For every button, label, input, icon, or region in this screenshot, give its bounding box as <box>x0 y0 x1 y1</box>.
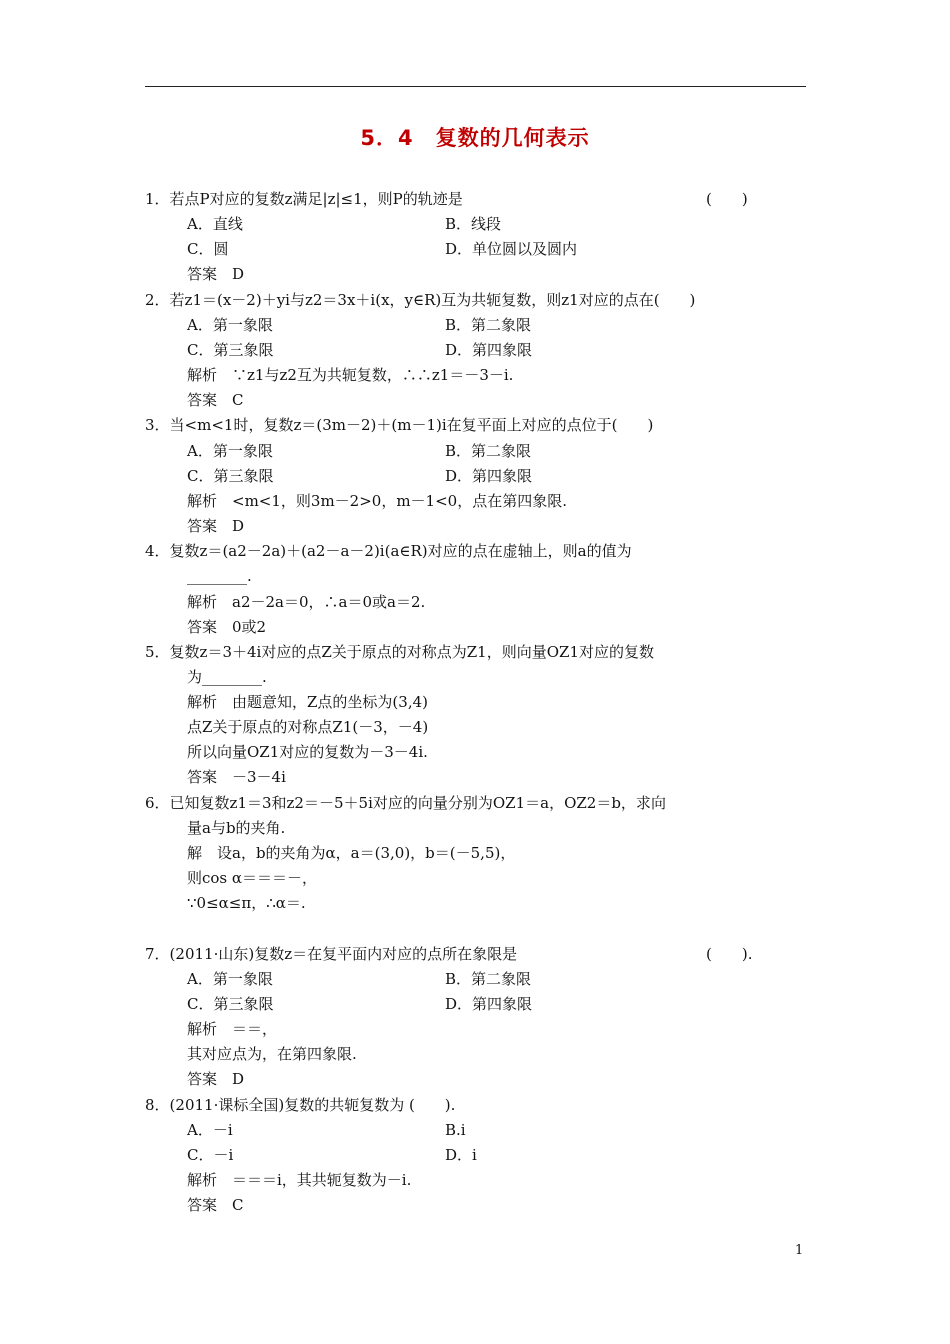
q3-option-b: B．第二象限 <box>445 442 532 460</box>
q6-stem-continued: 量a与b的夹角. <box>187 819 286 837</box>
q8-option-a: A．－i <box>187 1121 233 1139</box>
q6-stem: 6．已知复数z1＝3和z2＝－5＋5i对应的向量分别为OZ1＝a，OZ2＝b，求向 <box>145 794 666 812</box>
q7-option-a: A．第一象限 <box>187 970 273 988</box>
q7-answer: 答案 D <box>187 1070 245 1088</box>
q1-option-a: A．直线 <box>187 215 243 233</box>
q7-analysis-continued: 其对应点为，在第四象限. <box>187 1045 357 1063</box>
q7-option-b: B．第二象限 <box>445 970 532 988</box>
q5-stem: 5．复数z＝3＋4i对应的点Z关于原点的对称点为Z1，则向量OZ1对应的复数 <box>145 643 654 661</box>
q3-stem: 3．当<m<1时，复数z＝(3m－2)＋(m－1)i在复平面上对应的点位于( ) <box>145 416 654 434</box>
q8-option-c: C．－i <box>187 1146 234 1164</box>
q3-answer: 答案 D <box>187 517 245 535</box>
q6-solution-line-2: 则cos α＝＝＝－， <box>187 869 318 887</box>
q4-analysis: 解析 a2－2a＝0，∴a＝0或a＝2. <box>187 593 426 611</box>
q5-stem-continued: 为________. <box>187 668 267 686</box>
q3-analysis: 解析 <m<1，则3m－2>0，m－1<0，点在第四象限. <box>187 492 567 510</box>
q8-option-d: D．i <box>445 1146 477 1164</box>
q1-option-b: B．线段 <box>445 215 502 233</box>
q4-blank: ________. <box>187 567 252 585</box>
q8-answer: 答案 C <box>187 1196 244 1214</box>
q6-solution-line-1: 解 设a，b的夹角为α，a＝(3,0)，b＝(－5,5)， <box>187 844 516 862</box>
q8-stem: 8．(2011·课标全国)复数的共轭复数为 ( ). <box>145 1096 456 1114</box>
q8-option-b: B.i <box>445 1121 466 1139</box>
header-rule <box>145 86 806 87</box>
page-number: 1 <box>795 1243 804 1258</box>
q1-stem: 1．若点P对应的复数z满足|z|≤1，则P的轨迹是 <box>145 190 463 208</box>
q7-paren: ( ). <box>706 945 753 963</box>
q7-option-d: D．第四象限 <box>445 995 533 1013</box>
q5-analysis-line-1: 解析 由题意知，Z点的坐标为(3,4) <box>187 693 428 711</box>
q1-option-d: D．单位圆以及圆内 <box>445 240 578 258</box>
q5-answer: 答案 －3－4i <box>187 768 286 786</box>
q2-analysis: 解析 ∵z1与z2互为共轭复数，∴∴z1＝－3－i. <box>187 366 514 384</box>
q1-paren: ( ) <box>706 190 748 208</box>
q7-analysis: 解析 ＝＝， <box>187 1020 278 1038</box>
q5-analysis-line-2: 点Z关于原点的对称点Z1(－3，－4) <box>187 718 429 736</box>
q2-answer: 答案 C <box>187 391 244 409</box>
q5-analysis-line-3: 所以向量OZ1对应的复数为－3－4i. <box>187 743 428 761</box>
q2-option-a: A．第一象限 <box>187 316 273 334</box>
q7-stem: 7．(2011·山东)复数z＝在复平面内对应的点所在象限是 <box>145 945 518 963</box>
q2-option-d: D．第四象限 <box>445 341 533 359</box>
q4-stem: 4．复数z＝(a2－2a)＋(a2－a－2)i(a∈R)对应的点在虚轴上，则a的值为 <box>145 542 632 560</box>
q3-option-a: A．第一象限 <box>187 442 273 460</box>
q1-answer: 答案 D <box>187 265 245 283</box>
q4-answer: 答案 0或2 <box>187 618 267 636</box>
q6-solution-line-3: ∵0≤α≤π，∴α＝. <box>187 894 306 912</box>
q3-option-d: D．第四象限 <box>445 467 533 485</box>
q8-analysis: 解析 ＝＝＝i，其共轭复数为－i. <box>187 1171 412 1189</box>
q1-option-c: C．圆 <box>187 240 229 258</box>
q7-option-c: C．第三象限 <box>187 995 274 1013</box>
page-title: 5．4 复数的几何表示 <box>360 126 590 150</box>
q2-option-b: B．第二象限 <box>445 316 532 334</box>
q2-option-c: C．第三象限 <box>187 341 274 359</box>
q3-option-c: C．第三象限 <box>187 467 274 485</box>
q2-stem: 2．若z1＝(x－2)＋yi与z2＝3x＋i(x，y∈R)互为共轭复数，则z1对应的点在( ) <box>145 291 696 309</box>
